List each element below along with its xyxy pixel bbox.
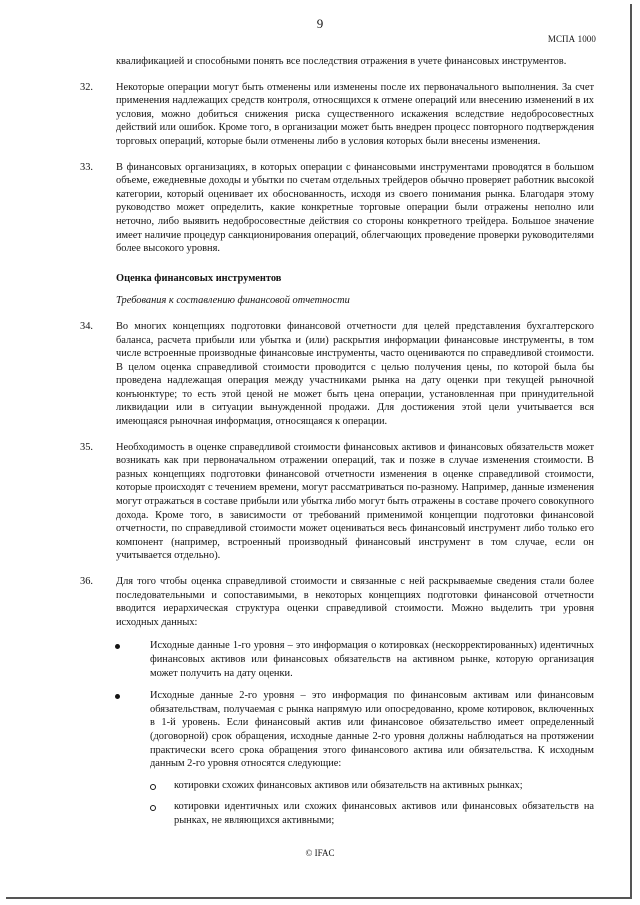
circle-bullet-icon (150, 805, 156, 811)
list-item-text: Исходные данные 2-го уровня – это информация по финансовым активам или финансовым обязательствам, получаемая с рынка напрямую или опосредованно, кроме котировок, включенных в 1-й уровень. Если финансовый актив или финансовое обязательство имеет определенный (договорной) срок обращения, исходные данные 2-го уровня должны наблюдаться на протяжении практически всего срока обращения этого финансового актива или обязательства. К исходным данным 2-го уровня относятся следующие: (150, 690, 594, 770)
paragraph-text: Некоторые операции могут быть отменены или изменены после их первоначального выполнения. За счет применения надлежащих средств контроля, относящихся к отмене операций или внесению изменений в их условия, можно добиться снижения риска существенного искажения вследствие недобросовестных действий или ошибок. Кроме того, в организации может быть внедрен процесс повторного подтверждения торговых операций, которые были отменены либо в условия которых были внесены изменения. (116, 81, 594, 147)
document-code: МСПА 1000 (547, 34, 596, 44)
paragraph-number: 35. (80, 441, 93, 453)
sub-list-item-text: котировки идентичных или схожих финансовых активов или финансовых обязательств на рынках, не являющихся активными; (174, 801, 594, 826)
intro-continuation-text: квалификацией и способными понять все последствия отражения в учете финансовых инструментов. (116, 56, 567, 67)
sub-list-item-text: котировки схожих финансовых активов или обязательств на активных рынках; (174, 779, 523, 791)
paragraph-number: 32. (80, 81, 93, 93)
section-heading: Оценка финансовых инструментов (116, 272, 282, 284)
sub-list-item (150, 800, 594, 827)
paragraph-number: 34. (80, 320, 93, 332)
paragraph-33 (80, 161, 594, 256)
circle-bullet-icon (150, 784, 156, 790)
bullet-icon (115, 644, 120, 649)
paragraph-text: Во многих концепциях подготовки финансовой отчетности для целей представления бухгалтерского баланса, расчета прибыли или убытка и (или) раскрытия информации финансовые инструменты, в том числе встроенные производные финансовые инструменты, часто оцениваются по справедливой стоимости. В целом оценка справедливой стоимости проводится с целью получения цены, по которой была бы проведена надлежащая операция между участниками рынка на дату оценки при текущей рыночной конъюнктуре; то есть этой ценой не может быть цена операции, установленная при принудительной ликвидации или в ситуации вынужденной продажи. Для достижения этой цели учитывается вся имеющаяся рыночная информация, относящаяся к операции. (116, 320, 594, 428)
paragraph-number: 36. (80, 576, 93, 587)
list-item-text: Исходные данные 1-го уровня – это информация о котировках (нескорректированных) идентичных финансовых активов или финансовых обязательств на активном рынке, которую организация может получить на дату оценки. (150, 640, 594, 679)
page-content (80, 55, 594, 828)
paragraph-32 (80, 81, 594, 149)
list-item (116, 639, 594, 680)
paragraph-36 (80, 575, 594, 828)
paragraph-text: В финансовых организациях, в которых операции с финансовыми инструментами проводятся в большом объеме, ежедневные доходы и убытки по счетам отдельных трейдеров обычно проверяет работник высокой категории, который оценивает их обоснованность, исходя из своего понимания рынка. Благодаря этому руководство может определить, какие конкретные торговые операции были отражены неполно или неточно, либо выявить недобросовестные действия со стороны конкретного трейдера. Большое значение имеет наличие процедур санкционирования операций, облегчающих проведение проверки руководителями более высокого уровня. (116, 161, 594, 255)
subsection-heading: Требования к составлению финансовой отчетности (116, 295, 350, 307)
paragraph-text: Для того чтобы оценка справедливой стоимости и связанные с ней раскрываемые сведения стали более последовательными и сопоставимыми, в некоторых концепциях подготовки финансовой отчетности вводится иерархическая структура оценки справедливой стоимости. Можно выделить три уровня исходных данных: (116, 576, 594, 628)
sub-list-item (150, 779, 594, 793)
footer-copyright: © IFAC (305, 848, 335, 858)
input-levels-list (116, 639, 594, 827)
list-item (116, 689, 594, 827)
page-number: 9 (316, 16, 324, 31)
paragraph-34 (80, 320, 594, 429)
paragraph-35 (80, 441, 594, 563)
bullet-icon (115, 694, 120, 699)
level2-inputs-list (150, 779, 594, 828)
paragraph-text: Необходимость в оценке справедливой стоимости финансовых активов и финансовых обязательств может возникать как при первоначальном отражении операций, так и позже в случае изменения стоимости. В разных концепциях подготовки финансовой отчетности изменения в оценке справедливой стоимости, которые происходят с течением времени, могут рассматриваться по-разному. Например, данные изменения могут отражаться в составе прибыли или убытка либо могут быть отражены в составе прочего совокупного дохода. Кроме того, в зависимости от требований применимой концепции подготовки финансовой отчетности, по справедливой стоимости может оцениваться весь финансовый инструмент либо только его компонент (например, встроенный производный финансовый инструмент в том случае, если он учитывается отдельно). (116, 441, 594, 562)
paragraph-number: 33. (80, 161, 93, 173)
